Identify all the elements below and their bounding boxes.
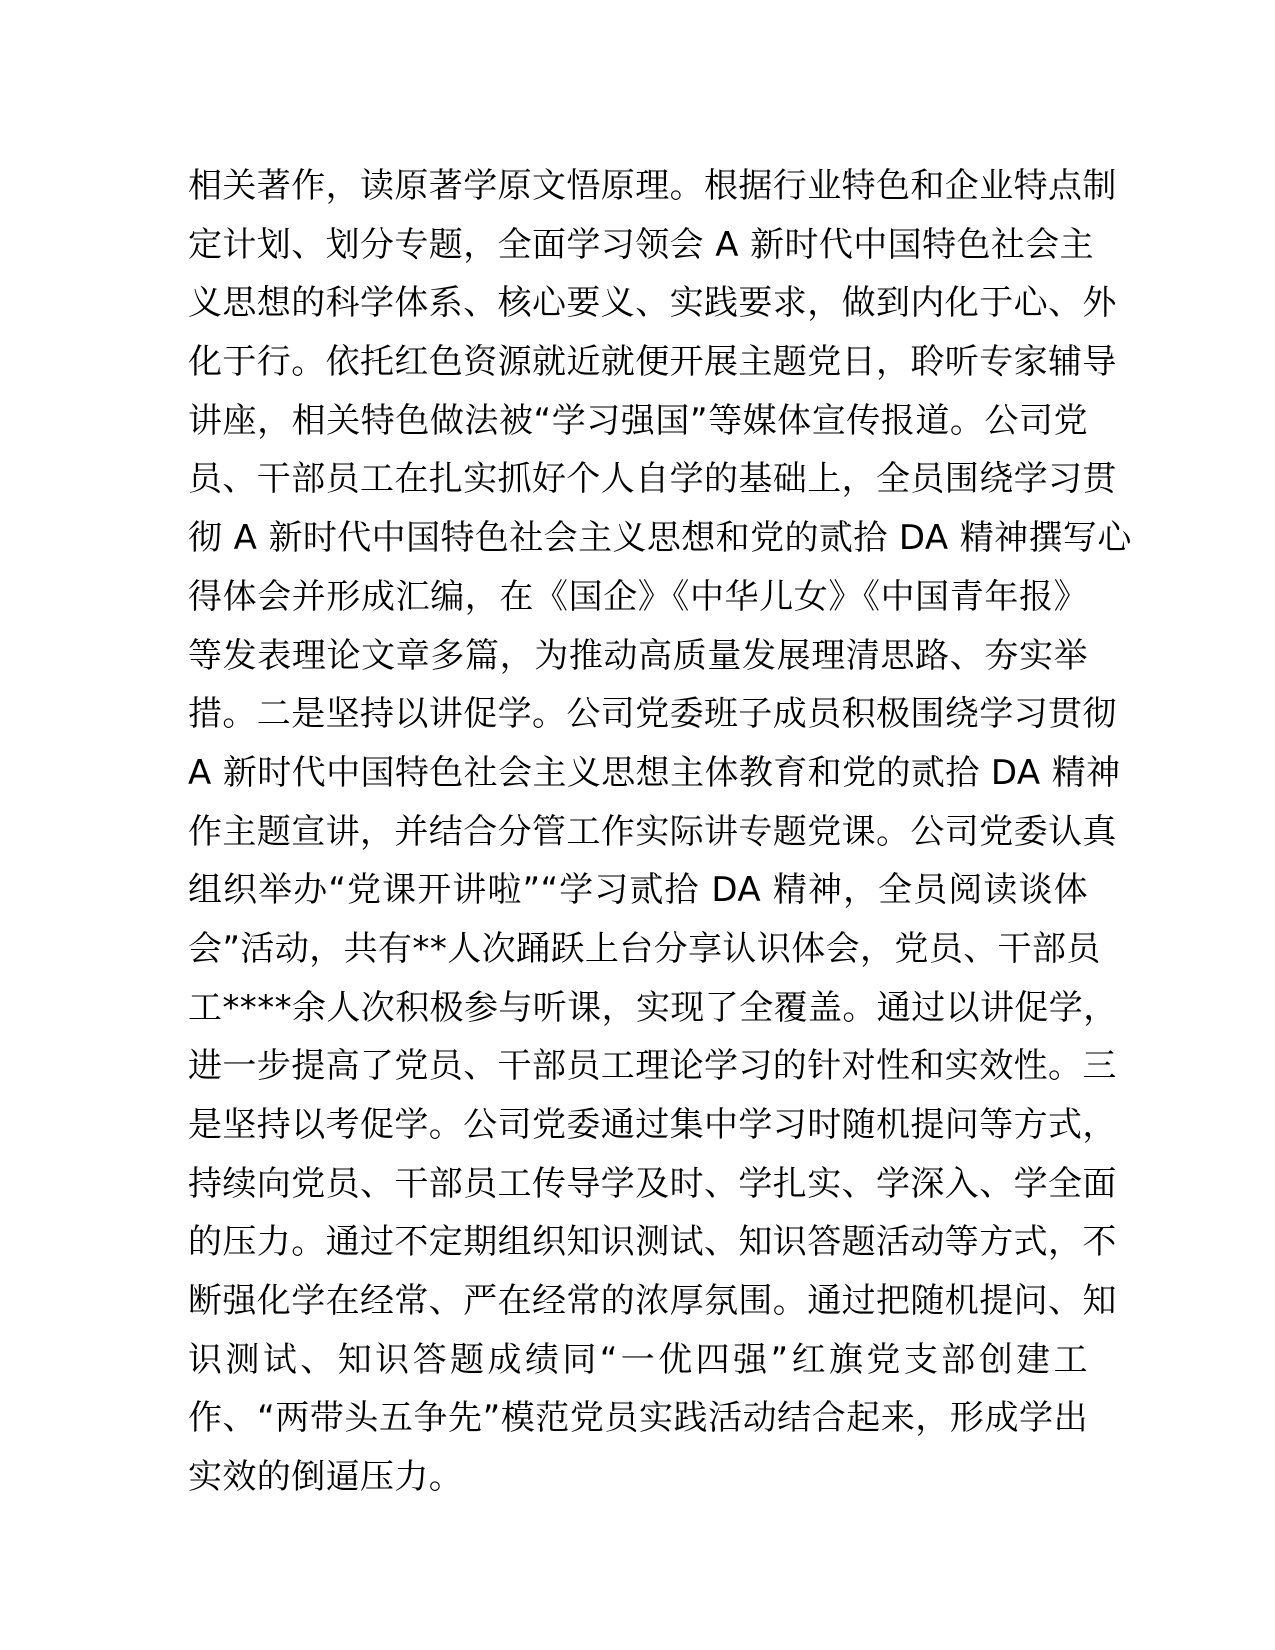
text-line: 定计划、划分专题，全面学习领会 A 新时代中国特色社会主 — [188, 224, 1095, 265]
body-paragraph — [188, 157, 1132, 1507]
text-line: 作主题宣讲，并结合分管工作实际讲专题党课。公司党委认真 — [188, 811, 1117, 852]
text-line: 彻 A 新时代中国特色社会主义思想和党的贰拾 DA 精神撰写心 — [188, 518, 1132, 559]
text-line: 员、干部员工在扎实抓好个人自学的基础上，全员围绕学习贯 — [188, 459, 1117, 500]
text-line: 作、“两带头五争先”模范党员实践活动结合起来，形成学出 — [188, 1398, 1088, 1439]
text-line: 义思想的科学体系、核心要义、实践要求，做到内化于心、外 — [188, 283, 1117, 324]
text-line: 断强化学在经常、严在经常的浓厚氛围。通过把随机提问、知 — [188, 1281, 1117, 1322]
text-line: 是坚持以考促学。公司党委通过集中学习时随机提问等方式， — [188, 1105, 1117, 1145]
text-line: A 新时代中国特色社会主义思想主体教育和党的贰拾 DA 精神 — [188, 752, 1121, 793]
text-line: 持续向党员、干部员工传导学及时、学扎实、学深入、学全面 — [188, 1163, 1117, 1204]
text-line: 化于行。依托红色资源就近就便开展主题党日，聆听专家辅导 — [188, 342, 1117, 383]
text-line: 等发表理论文章多篇，为推动高质量发展理清思路、夯实举 — [188, 635, 1088, 676]
text-line: 的压力。通过不定期组织知识测试、知识答题活动等方式，不 — [188, 1222, 1117, 1263]
text-line: 措。二是坚持以讲促学。公司党委班子成员积极围绕学习贯彻 — [188, 694, 1117, 735]
text-line: 相关著作，读原著学原文悟原理。根据行业特色和企业特点制 — [188, 166, 1117, 206]
text-line: 实效的倒逼压力。 — [188, 1457, 464, 1498]
text-line: 讲座，相关特色做法被“学习强国”等媒体宣传报道。公司党 — [188, 400, 1088, 441]
text-line: 识测试、知识答题成绩同“一优四强”红旗党支部创建工 — [188, 1339, 1088, 1380]
text-line: 工****余人次积极参与听课，实现了全覆盖。通过以讲促学， — [188, 987, 1118, 1028]
text-line: 会”活动，共有**人次踊跃上台分享认识体会，党员、干部员 — [188, 928, 1101, 969]
text-line: 组织举办“党课开讲啦”“学习贰拾 DA 精神，全员阅读谈体 — [188, 870, 1088, 911]
text-line: 进一步提高了党员、干部员工理论学习的针对性和实效性。三 — [188, 1046, 1117, 1087]
text-line: 得体会并形成汇编，在《国企》《中华儿女》《中国青年报》 — [188, 576, 1088, 617]
